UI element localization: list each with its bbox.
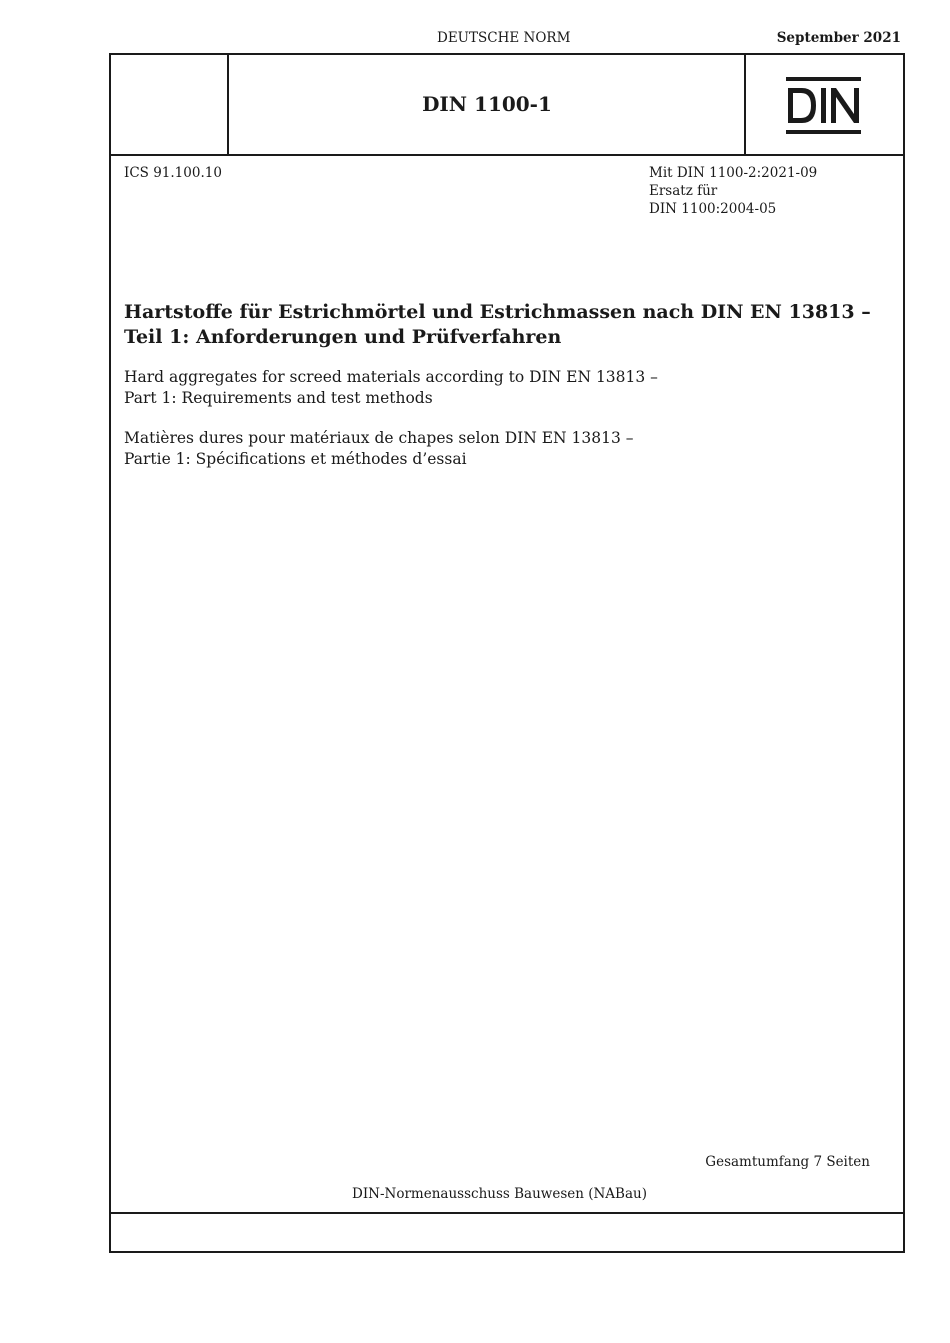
din-logo-letter-i: [821, 88, 826, 123]
document-number: DIN 1100-1: [422, 92, 552, 116]
replacement-info: [649, 164, 817, 218]
title-french: [124, 428, 884, 470]
title-english-line: Part 1: Requirements and test methods: [124, 389, 433, 407]
din-logo: [786, 77, 861, 134]
replacement-line: Ersatz für: [649, 183, 718, 199]
committee-name: DIN-Normenausschuss Bauwesen (NABau): [352, 1186, 647, 1202]
title-german-line: Teil 1: Anforderungen und Prüfverfahren: [124, 326, 562, 348]
replacement-line: DIN 1100:2004-05: [649, 201, 777, 217]
page-frame: [109, 53, 905, 1253]
title-german-line: Hartstoffe für Estrichmörtel und Estrichmassen nach DIN EN 13813 –: [124, 301, 871, 323]
header-bottom-rule: [109, 154, 905, 156]
ics-code: ICS 91.100.10: [124, 165, 222, 181]
din-logo-bottom-bar: [786, 130, 861, 134]
norm-type-label: DEUTSCHE NORM: [437, 30, 571, 46]
total-pages: Gesamtumfang 7 Seiten: [705, 1154, 870, 1170]
title-french-line: Partie 1: Spécifications et méthodes d’essai: [124, 450, 467, 468]
title-french-line: Matières dures pour matériaux de chapes selon DIN EN 13813 –: [124, 429, 634, 447]
title-english: [124, 367, 884, 409]
replacement-line: Mit DIN 1100-2:2021-09: [649, 165, 818, 181]
din-logo-letter-n: [831, 88, 859, 123]
din-logo-letter-d: [788, 88, 816, 123]
publication-date: September 2021: [776, 30, 901, 46]
din-logo-top-bar: [786, 77, 861, 81]
footer-top-rule: [109, 1212, 905, 1214]
title-english-line: Hard aggregates for screed materials according to DIN EN 13813 –: [124, 368, 658, 386]
title-german: [124, 300, 884, 350]
